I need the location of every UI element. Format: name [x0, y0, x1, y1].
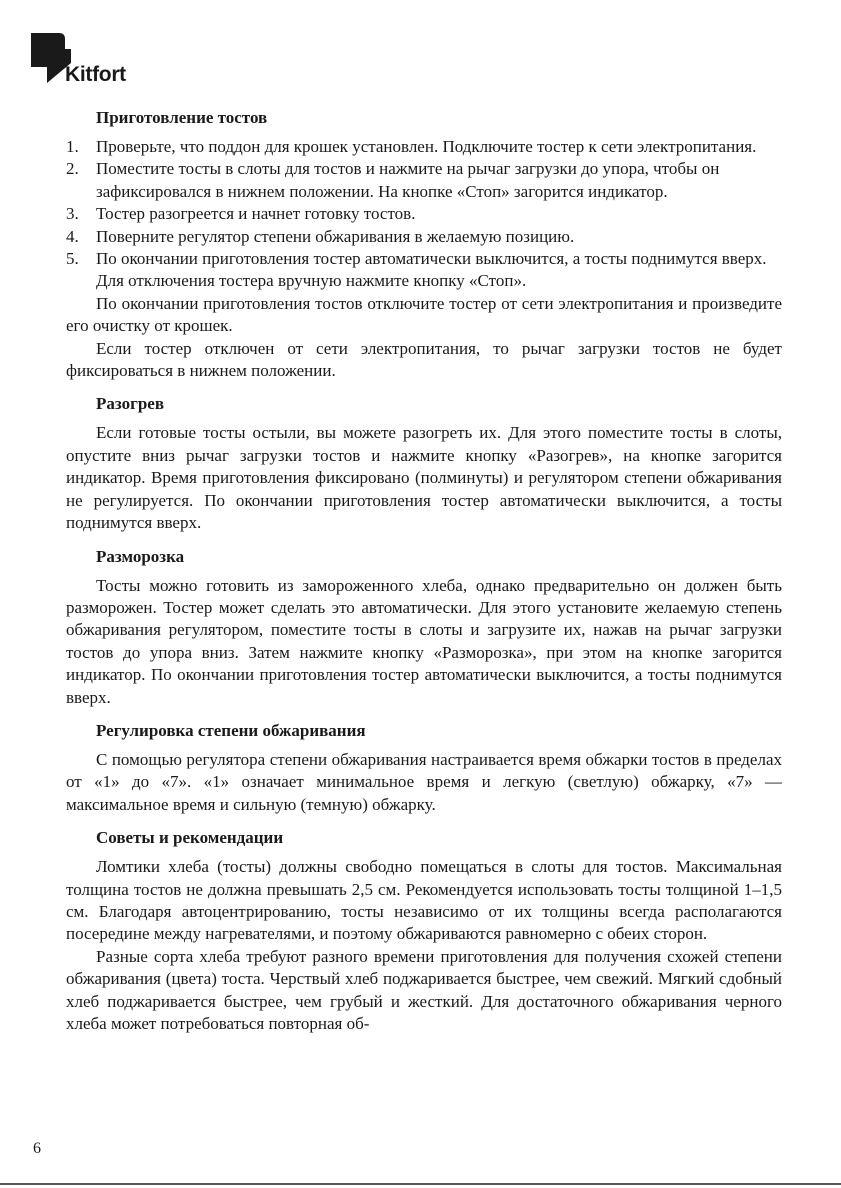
paragraph: Если готовые тосты остыли, вы можете разогреть их. Для этого поместите тосты в слоты, опустите вниз рычаг загрузки тостов и нажмите кнопку «Разогрев», на кнопке загорится индикатор. Время приготовления фиксировано (полминуты) и регулятором степени обжаривания не регулируется. По окончании приготовления тостер автоматически выключится, а тосты поднимутся вверх.	[66, 423, 782, 533]
page-number: 6	[33, 1140, 41, 1157]
list-item: 5. По окончании приготовления тостер автоматически выключится, а тосты поднимутся вверх.	[66, 249, 767, 269]
section-toast	[66, 104, 782, 382]
section-title-tips: Советы и рекомендации	[96, 828, 284, 848]
page-content	[66, 104, 782, 1035]
paragraph: Тосты можно готовить из замороженного хлеба, однако предварительно он должен быть разморожен. Тостер может сделать это автоматически. Для этого установите желаемую степень обжаривания регулятором, поместите тосты в слоты и загрузите их, нажав на рычаг загрузки тостов до упора вниз. Затем нажмите кнопку «Разморозка», при этом на кнопке загорится индикатор. По окончании приготовления тостер автоматически выключится, а тосты поднимутся вверх.	[66, 575, 782, 707]
brand-name: Kitfort	[65, 63, 126, 86]
paragraph: Разные сорта хлеба требуют разного времени приготовления для получения схожей степени обжаривания (цвета) тоста. Черствый хлеб поджаривается быстрее, чем свежий. Мягкий сдобный хлеб поджаривается быстрее, чем грубый и жесткий. Для достаточного обжаривания черного хлеба может потребоваться повторная об-	[66, 946, 782, 1033]
section-title-toast: Приготовление тостов	[96, 108, 268, 127]
paragraph: По окончании приготовления тостов отключите тостер от сети электропитания и произведите его очистку от крошек.	[66, 293, 782, 336]
section-title-browning: Регулировка степени обжаривания	[96, 720, 366, 740]
paragraph: С помощью регулятора степени обжаривания настраивается время обжарки тостов в пределах от «1» до «7». «1» означает минимальное время и легкую (светлую) обжарку, «7» — максимальное время и сильную (темную) обжарку.	[66, 749, 782, 814]
brand-logo	[31, 33, 151, 93]
manual-off-note: Для отключения тостера вручную нажмите кнопку «Стоп».	[96, 271, 527, 291]
list-item: 3. Тостер разогреется и начнет готовку тостов.	[66, 204, 416, 224]
section-title-reheat: Разогрев	[96, 394, 165, 414]
section-title-defrost: Разморозка	[96, 546, 185, 566]
paragraph: Если тостер отключен от сети электропитания, то рычаг загрузки тостов не будет фиксироваться в нижнем положении.	[66, 338, 782, 381]
list-item: 1. Проверьте, что поддон для крошек установлен. Подключите тостер к сети электропитания.	[66, 137, 757, 156]
paragraph: Ломтики хлеба (тосты) должны свободно помещаться в слоты для тостов. Максимальная толщина тостов не должна превышать 2,5 см. Рекомендуется использовать тосты толщиной 1–1,5 см. Благодаря автоцентрированию, тосты независимо от их толщины всегда располагаются посередине между нагревателями, и поэтому обжариваются равномерно с обеих сторон.	[66, 857, 782, 944]
page-divider	[0, 1183, 841, 1185]
list-item: 4. Поверните регулятор степени обжаривания в желаемую позицию.	[66, 226, 575, 246]
section-defrost	[66, 543, 782, 709]
toast-steps-list	[66, 136, 782, 270]
list-item: 2. Поместите тосты в слоты для тостов и нажмите на рычаг загрузки до упора, чтобы он зафиксировался в нижнем положении. На кнопке «Стоп» загорится индикатор.	[66, 159, 720, 201]
section-browning	[66, 717, 782, 816]
section-reheat	[66, 390, 782, 534]
section-tips	[66, 824, 782, 1035]
